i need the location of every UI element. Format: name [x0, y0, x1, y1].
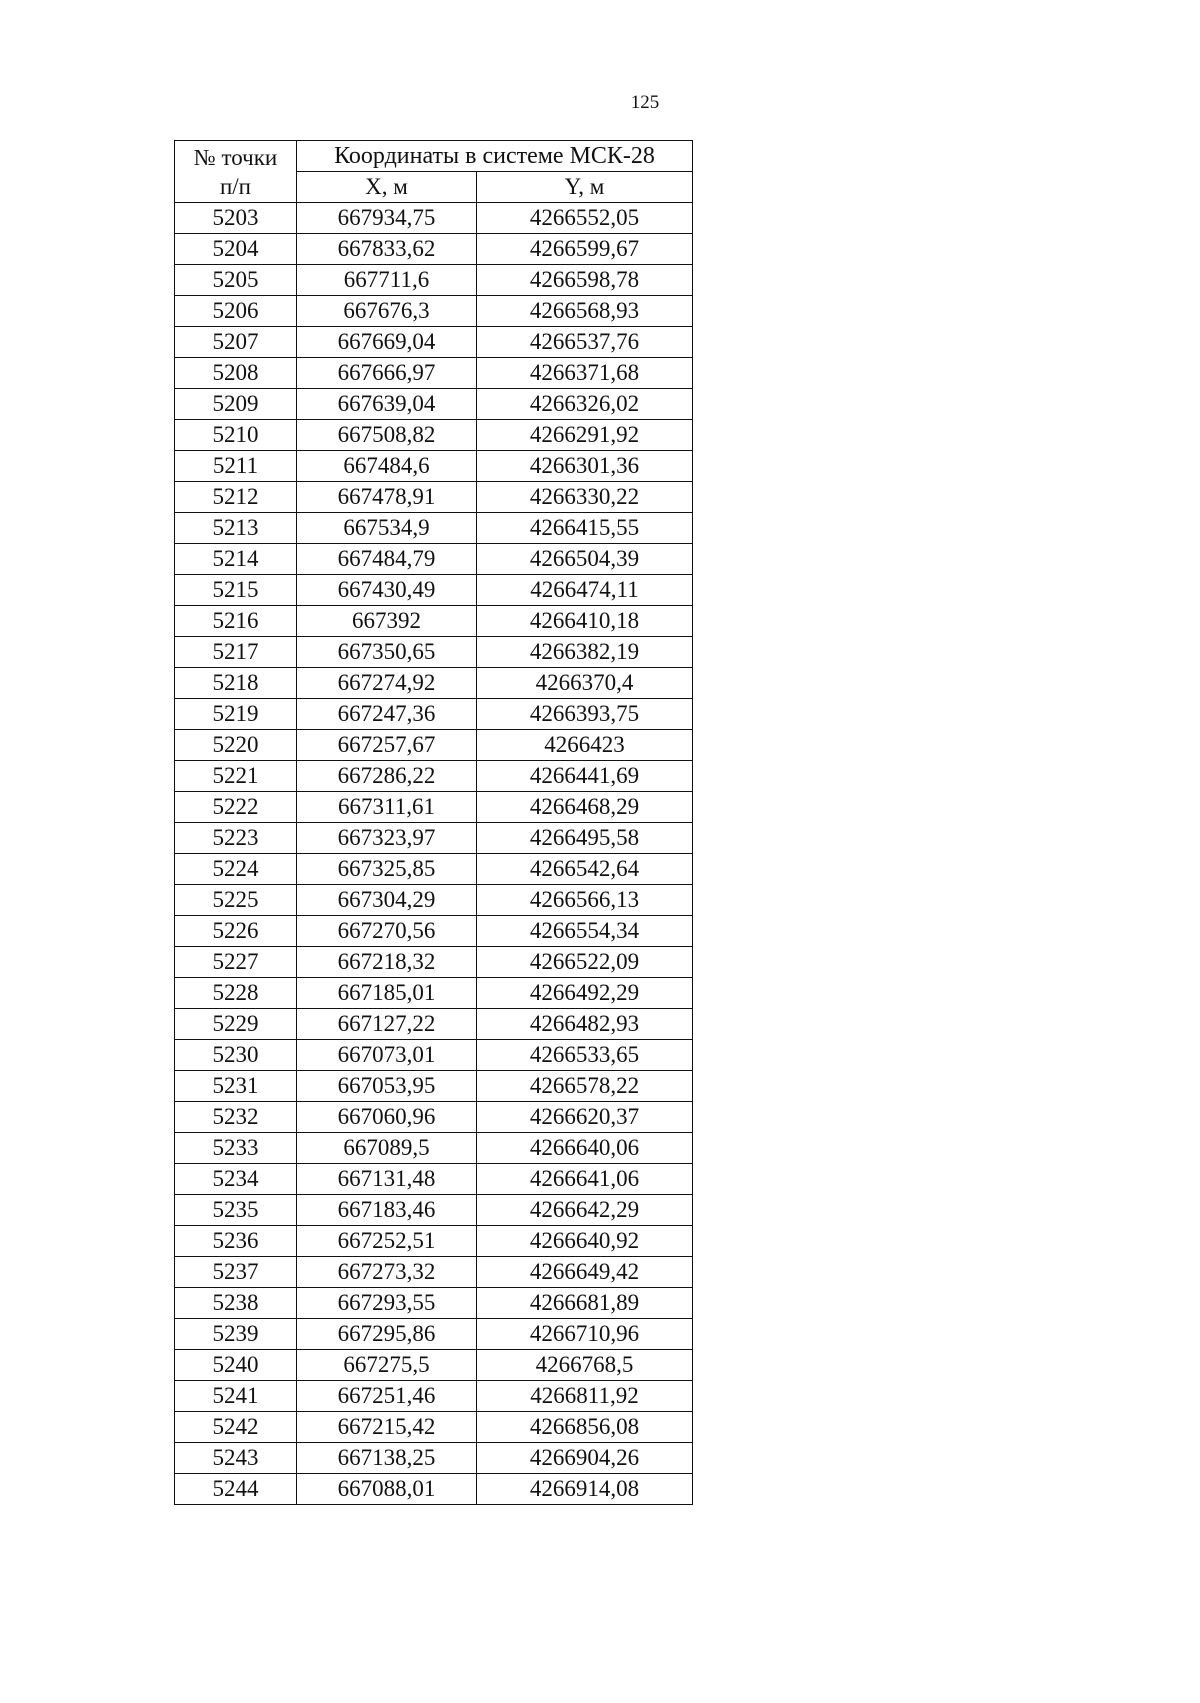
x-coordinate-cell: 667138,25: [297, 1443, 477, 1474]
point-number-cell: 5216: [175, 606, 297, 637]
point-number-cell: 5219: [175, 699, 297, 730]
y-coordinate-cell: 4266410,18: [477, 606, 693, 637]
point-number-cell: 5237: [175, 1257, 297, 1288]
x-coordinate-cell: 667286,22: [297, 761, 477, 792]
point-number-cell: 5235: [175, 1195, 297, 1226]
x-coordinate-cell: 667293,55: [297, 1288, 477, 1319]
x-coordinate-cell: 667304,29: [297, 885, 477, 916]
y-coordinate-cell: 4266710,96: [477, 1319, 693, 1350]
point-number-cell: 5215: [175, 575, 297, 606]
y-coordinate-cell: 4266552,05: [477, 203, 693, 234]
x-coordinate-cell: 667131,48: [297, 1164, 477, 1195]
point-number-cell: 5231: [175, 1071, 297, 1102]
point-number-cell: 5206: [175, 296, 297, 327]
x-coordinate-cell: 667934,75: [297, 203, 477, 234]
y-coordinate-cell: 4266681,89: [477, 1288, 693, 1319]
page-number: 125: [630, 92, 660, 113]
table-row: [175, 947, 693, 978]
point-number-cell: 5226: [175, 916, 297, 947]
table-row: [175, 637, 693, 668]
y-coordinate-cell: 4266533,65: [477, 1040, 693, 1071]
x-coordinate-cell: 667089,5: [297, 1133, 477, 1164]
table-row: [175, 1040, 693, 1071]
point-number-cell: 5222: [175, 792, 297, 823]
x-coordinate-cell: 667060,96: [297, 1102, 477, 1133]
point-number-header-line2: п/п: [219, 173, 251, 199]
table-row: [175, 668, 693, 699]
y-coordinate-cell: 4266468,29: [477, 792, 693, 823]
point-number-cell: 5232: [175, 1102, 297, 1133]
table-row: [175, 1319, 693, 1350]
x-coordinate-cell: 667257,67: [297, 730, 477, 761]
y-coordinate-cell: 4266914,08: [477, 1474, 693, 1505]
y-coordinate-cell: 4266522,09: [477, 947, 693, 978]
point-number-cell: 5208: [175, 358, 297, 389]
x-coordinate-cell: 667484,79: [297, 544, 477, 575]
table-row: [175, 854, 693, 885]
point-number-cell: 5244: [175, 1474, 297, 1505]
point-number-cell: 5236: [175, 1226, 297, 1257]
table-row: [175, 1195, 693, 1226]
table-row: [175, 730, 693, 761]
y-coordinate-cell: 4266393,75: [477, 699, 693, 730]
table-row: [175, 296, 693, 327]
x-coordinate-cell: 667676,3: [297, 296, 477, 327]
table-row: [175, 1474, 693, 1505]
x-coordinate-cell: 667275,5: [297, 1350, 477, 1381]
point-number-cell: 5233: [175, 1133, 297, 1164]
table-row: [175, 451, 693, 482]
y-coordinate-cell: 4266330,22: [477, 482, 693, 513]
point-number-cell: 5212: [175, 482, 297, 513]
table-row: [175, 1288, 693, 1319]
x-coordinate-cell: 667274,92: [297, 668, 477, 699]
table-row: [175, 761, 693, 792]
table-header: [175, 141, 693, 203]
point-number-cell: 5223: [175, 823, 297, 854]
table-row: [175, 1226, 693, 1257]
point-number-cell: 5220: [175, 730, 297, 761]
x-coordinate-cell: 667484,6: [297, 451, 477, 482]
x-coordinate-cell: 667295,86: [297, 1319, 477, 1350]
coordinates-table: [174, 140, 693, 1505]
table-row: [175, 792, 693, 823]
y-coordinate-cell: 4266371,68: [477, 358, 693, 389]
table-row: [175, 482, 693, 513]
x-coordinate-cell: 667325,85: [297, 854, 477, 885]
point-number-header-line1: № точки: [193, 144, 278, 170]
x-coordinate-cell: 667323,97: [297, 823, 477, 854]
y-coordinate-cell: 4266370,4: [477, 668, 693, 699]
x-coordinate-cell: 667833,62: [297, 234, 477, 265]
y-coordinate-cell: 4266641,06: [477, 1164, 693, 1195]
y-coordinate-cell: 4266598,78: [477, 265, 693, 296]
point-number-cell: 5207: [175, 327, 297, 358]
table-row: [175, 265, 693, 296]
y-coordinate-cell: 4266482,93: [477, 1009, 693, 1040]
y-coordinate-cell: 4266495,58: [477, 823, 693, 854]
table-row: [175, 234, 693, 265]
x-coordinate-cell: 667669,04: [297, 327, 477, 358]
y-coordinate-cell: 4266566,13: [477, 885, 693, 916]
point-number-cell: 5242: [175, 1412, 297, 1443]
y-coordinate-cell: 4266620,37: [477, 1102, 693, 1133]
x-coordinate-cell: 667073,01: [297, 1040, 477, 1071]
point-number-cell: 5230: [175, 1040, 297, 1071]
table-row: [175, 389, 693, 420]
point-number-cell: 5224: [175, 854, 297, 885]
table-row: [175, 420, 693, 451]
y-coordinate-cell: 4266474,11: [477, 575, 693, 606]
y-coordinate-cell: 4266504,39: [477, 544, 693, 575]
point-number-cell: 5211: [175, 451, 297, 482]
point-number-cell: 5210: [175, 420, 297, 451]
table-row: [175, 327, 693, 358]
y-coordinate-cell: 4266326,02: [477, 389, 693, 420]
x-coordinate-cell: 667508,82: [297, 420, 477, 451]
point-number-cell: 5217: [175, 637, 297, 668]
y-coordinate-cell: 4266640,92: [477, 1226, 693, 1257]
x-coordinate-cell: 667666,97: [297, 358, 477, 389]
y-coordinate-cell: 4266811,92: [477, 1381, 693, 1412]
x-coordinate-cell: 667183,46: [297, 1195, 477, 1226]
y-coordinate-cell: 4266441,69: [477, 761, 693, 792]
x-coordinate-cell: 667311,61: [297, 792, 477, 823]
table-row: [175, 544, 693, 575]
x-coordinate-cell: 667218,32: [297, 947, 477, 978]
table-row: [175, 203, 693, 234]
x-coordinate-cell: 667252,51: [297, 1226, 477, 1257]
y-coordinate-cell: 4266599,67: [477, 234, 693, 265]
header-row-1: [175, 141, 693, 172]
table-row: [175, 358, 693, 389]
point-number-cell: 5221: [175, 761, 297, 792]
point-number-cell: 5227: [175, 947, 297, 978]
table-row: [175, 1102, 693, 1133]
y-coordinate-cell: 4266768,5: [477, 1350, 693, 1381]
y-coordinate-cell: 4266492,29: [477, 978, 693, 1009]
table-row: [175, 1071, 693, 1102]
x-column-header: X, м: [297, 172, 477, 203]
y-coordinate-cell: 4266382,19: [477, 637, 693, 668]
y-coordinate-cell: 4266856,08: [477, 1412, 693, 1443]
y-coordinate-cell: 4266554,34: [477, 916, 693, 947]
x-coordinate-cell: 667478,91: [297, 482, 477, 513]
y-coordinate-cell: 4266904,26: [477, 1443, 693, 1474]
table-row: [175, 978, 693, 1009]
point-number-cell: 5229: [175, 1009, 297, 1040]
y-coordinate-cell: 4266578,22: [477, 1071, 693, 1102]
table-row: [175, 606, 693, 637]
point-number-cell: 5234: [175, 1164, 297, 1195]
x-coordinate-cell: 667430,49: [297, 575, 477, 606]
table-row: [175, 1009, 693, 1040]
x-coordinate-cell: 667270,56: [297, 916, 477, 947]
y-coordinate-cell: 4266415,55: [477, 513, 693, 544]
y-coordinate-cell: 4266291,92: [477, 420, 693, 451]
point-number-cell: 5241: [175, 1381, 297, 1412]
table-row: [175, 1257, 693, 1288]
y-coordinate-cell: 4266301,36: [477, 451, 693, 482]
point-number-cell: 5243: [175, 1443, 297, 1474]
y-column-header: Y, м: [477, 172, 693, 203]
point-number-cell: 5205: [175, 265, 297, 296]
x-coordinate-cell: 667088,01: [297, 1474, 477, 1505]
x-coordinate-cell: 667350,65: [297, 637, 477, 668]
table-row: [175, 916, 693, 947]
table-row: [175, 513, 693, 544]
point-number-cell: 5240: [175, 1350, 297, 1381]
table-row: [175, 1412, 693, 1443]
table-row: [175, 1381, 693, 1412]
x-coordinate-cell: 667534,9: [297, 513, 477, 544]
point-number-cell: 5228: [175, 978, 297, 1009]
x-coordinate-cell: 667711,6: [297, 265, 477, 296]
x-coordinate-cell: 667127,22: [297, 1009, 477, 1040]
table-row: [175, 1350, 693, 1381]
y-coordinate-cell: 4266537,76: [477, 327, 693, 358]
point-number-cell: 5204: [175, 234, 297, 265]
point-number-cell: 5214: [175, 544, 297, 575]
point-number-cell: 5239: [175, 1319, 297, 1350]
x-coordinate-cell: 667053,95: [297, 1071, 477, 1102]
x-coordinate-cell: 667639,04: [297, 389, 477, 420]
point-number-cell: 5209: [175, 389, 297, 420]
y-coordinate-cell: 4266642,29: [477, 1195, 693, 1226]
table-row: [175, 1133, 693, 1164]
table-row: [175, 1443, 693, 1474]
x-coordinate-cell: 667215,42: [297, 1412, 477, 1443]
table-row: [175, 1164, 693, 1195]
point-number-cell: 5213: [175, 513, 297, 544]
table-body: [175, 203, 693, 1505]
y-coordinate-cell: 4266423: [477, 730, 693, 761]
y-coordinate-cell: 4266649,42: [477, 1257, 693, 1288]
y-coordinate-cell: 4266542,64: [477, 854, 693, 885]
table-row: [175, 575, 693, 606]
x-coordinate-cell: 667247,36: [297, 699, 477, 730]
coordinate-system-header: Координаты в системе МСК-28: [297, 141, 693, 172]
x-coordinate-cell: 667392: [297, 606, 477, 637]
x-coordinate-cell: 667185,01: [297, 978, 477, 1009]
point-number-cell: 5203: [175, 203, 297, 234]
table-row: [175, 823, 693, 854]
y-coordinate-cell: 4266568,93: [477, 296, 693, 327]
y-coordinate-cell: 4266640,06: [477, 1133, 693, 1164]
point-number-cell: 5238: [175, 1288, 297, 1319]
table-row: [175, 885, 693, 916]
x-coordinate-cell: 667251,46: [297, 1381, 477, 1412]
point-number-cell: 5225: [175, 885, 297, 916]
table-row: [175, 699, 693, 730]
point-number-header: [175, 141, 297, 203]
point-number-cell: 5218: [175, 668, 297, 699]
x-coordinate-cell: 667273,32: [297, 1257, 477, 1288]
